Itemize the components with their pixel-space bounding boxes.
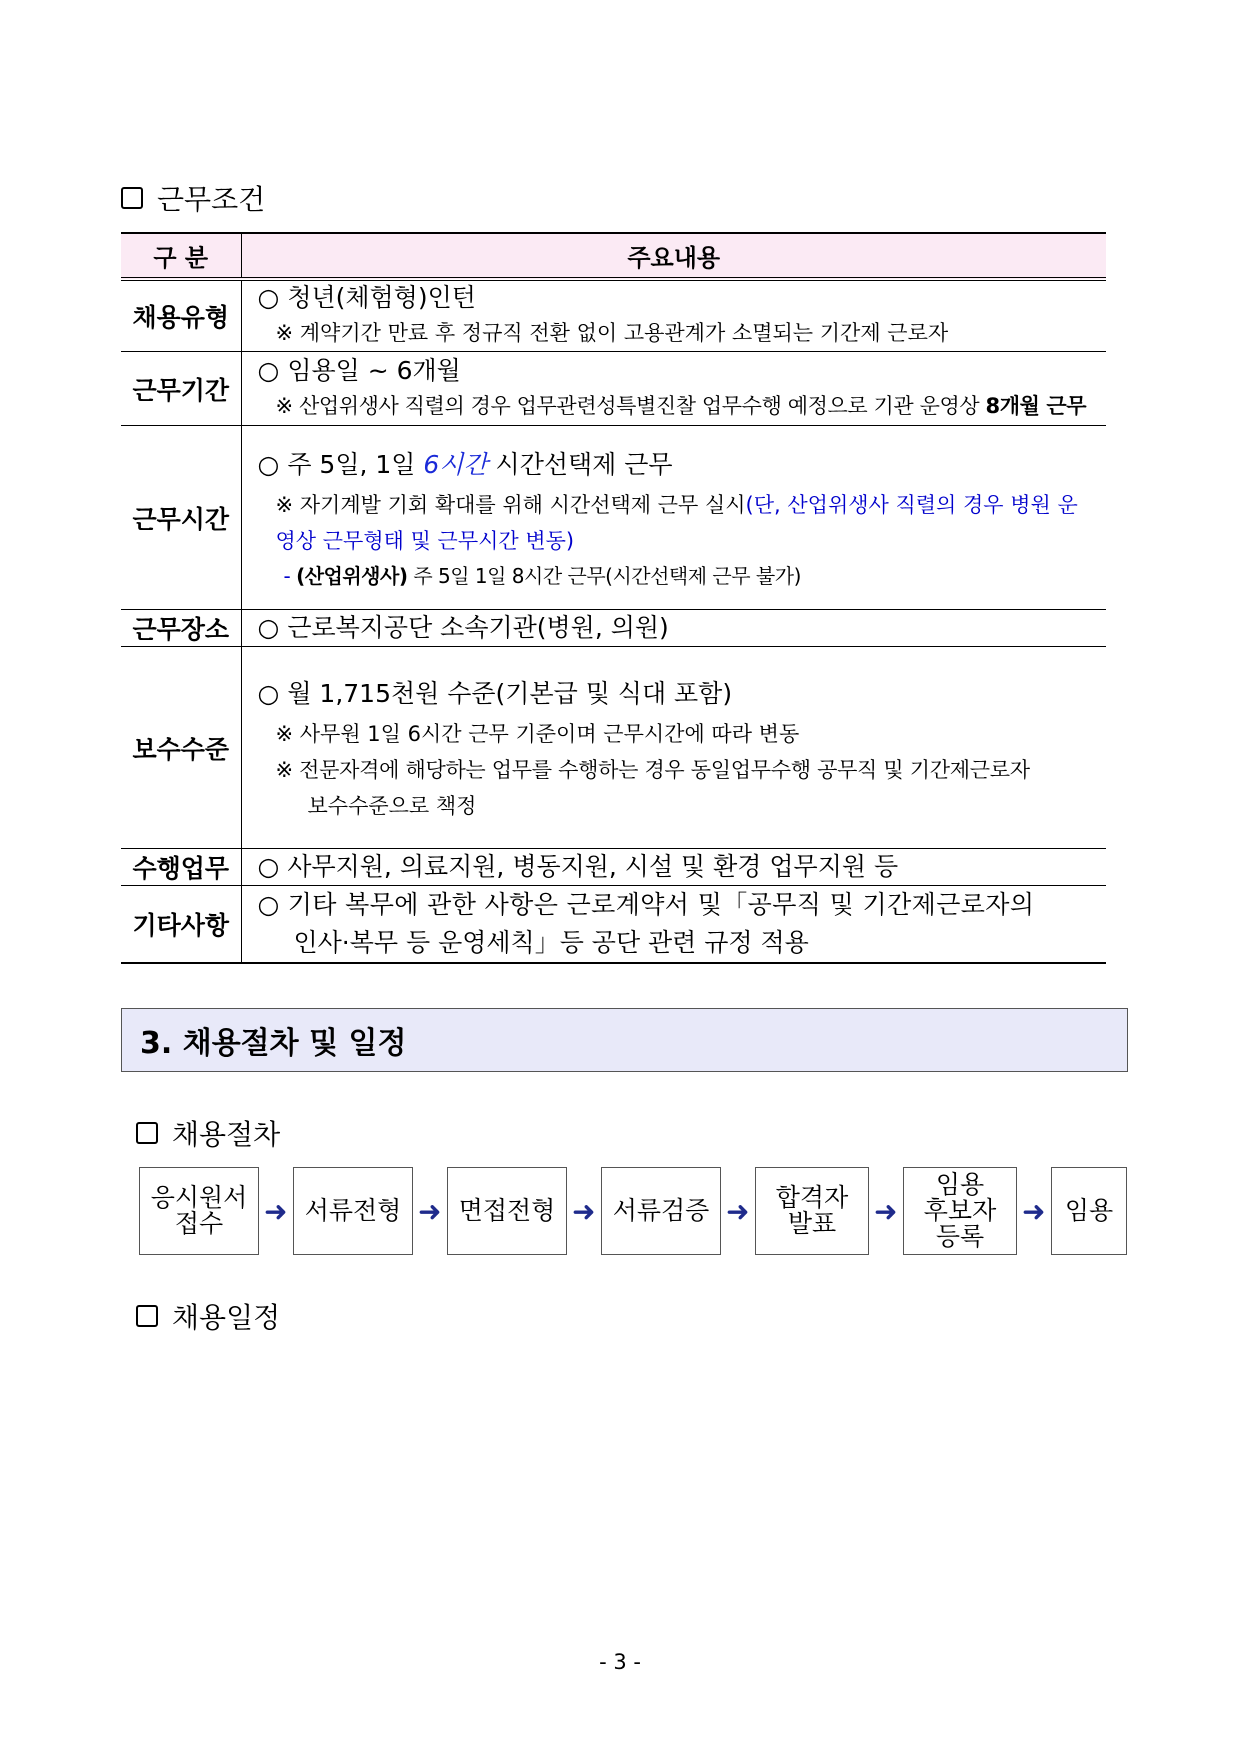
- row-note: ※ 사무원 1일 6시간 근무 기준이며 근무시간에 따라 변동: [275, 721, 800, 746]
- table-row-type: [121, 279, 1106, 352]
- arrow-right-icon: ➜: [726, 1195, 750, 1228]
- schedule-heading-text: 채용일정: [172, 1301, 281, 1334]
- bullet-circle-icon: ○: [257, 449, 280, 479]
- arrow-right-icon: ➜: [874, 1195, 898, 1228]
- row-note: ※ 산업위생사 직렬의 경우 업무관련성특별진찰 업무수행 예정으로 기관 운영상 8개월 근무: [275, 393, 1087, 418]
- schedule-heading: [136, 1296, 280, 1336]
- arrow-right-icon: ➜: [418, 1195, 442, 1228]
- flow-step-announcement: 합격자 발표: [755, 1167, 869, 1255]
- flow-step-interview: 면접전형: [447, 1167, 567, 1255]
- bullet-circle-icon: ○: [257, 355, 280, 385]
- table-row-period: [121, 352, 1106, 426]
- row-content: [241, 279, 1106, 352]
- table-row-pay: [121, 647, 1106, 849]
- flow-step-candidate-registration: 임용 후보자 등록: [903, 1167, 1017, 1255]
- flow-step-application: 응시원서 접수: [139, 1167, 259, 1255]
- flow-step-document-screening: 서류전형: [293, 1167, 413, 1255]
- checkbox-square-icon: [136, 1122, 158, 1144]
- bullet-circle-icon: ○: [257, 613, 280, 642]
- row-main: ○ 임용일 ~ 6개월: [257, 355, 461, 385]
- conditions-table: [121, 232, 1106, 964]
- row-note: ※ 전문자격에 해당하는 업무를 수행하는 경우 동일업무수행 공무직 및 기간제근로자: [275, 757, 1030, 782]
- row-note: ※ 자기계발 기회 확대를 위해 시간선택제 근무 실시(단, 산업위생사 직렬의 경우 병원 운영상 근무형태 및 근무시간 변동): [275, 492, 1078, 553]
- conditions-heading-text: 근무조건: [157, 183, 266, 216]
- bullet-circle-icon: ○: [257, 283, 280, 312]
- row-main-continued: 인사·복무 등 운영세칙」등 공단 관련 규정 적용: [293, 928, 809, 957]
- row-label: 채용유형: [121, 279, 241, 352]
- checkbox-square-icon: [121, 187, 143, 209]
- arrow-right-icon: ➜: [1022, 1195, 1046, 1228]
- row-main: ○ 근로복지공단 소속기관(병원, 의원): [257, 613, 669, 642]
- table-row-place: [121, 610, 1106, 647]
- row-label: 근무시간: [121, 426, 241, 610]
- row-label: 근무기간: [121, 352, 241, 426]
- procedure-heading: [136, 1113, 280, 1153]
- row-subnote: - (산업위생사) 주 5일 1일 8시간 근무(시간선택제 근무 불가): [283, 563, 801, 588]
- header-content: 주요내용: [241, 233, 1106, 279]
- row-main: ○ 사무지원, 의료지원, 병동지원, 시설 및 환경 업무지원 등: [257, 852, 899, 881]
- arrow-right-icon: ➜: [264, 1195, 288, 1228]
- row-note-continued: 보수수준으로 책정: [307, 793, 477, 818]
- table-row-hours: [121, 426, 1106, 610]
- table-row-duties: [121, 849, 1106, 886]
- table-row-other: [121, 886, 1106, 964]
- header-category: 구 분: [121, 233, 241, 279]
- row-content: [241, 647, 1106, 849]
- bullet-circle-icon: ○: [257, 852, 280, 881]
- row-content: [241, 352, 1106, 426]
- procedure-heading-text: 채용절차: [172, 1118, 281, 1151]
- arrow-right-icon: ➜: [572, 1195, 596, 1228]
- conditions-heading: [121, 178, 265, 218]
- row-content: [241, 886, 1106, 964]
- table-header-row: [121, 233, 1106, 279]
- row-main: ○ 기타 복무에 관한 사항은 근로계약서 및「공무직 및 기간제근로자의: [257, 890, 1035, 919]
- row-label: 보수수준: [121, 647, 241, 849]
- row-main: ○ 청년(체험형)인턴: [257, 283, 476, 312]
- row-content: [241, 426, 1106, 610]
- row-label: 기타사항: [121, 886, 241, 964]
- row-note: ※ 계약기간 만료 후 정규직 전환 없이 고용관계가 소멸되는 기간제 근로자: [275, 321, 949, 345]
- page-number: - 3 -: [599, 1650, 641, 1674]
- row-content: [241, 849, 1106, 886]
- row-main: ○ 주 5일, 1일 6시간 시간선택제 근무: [257, 449, 673, 479]
- checkbox-square-icon: [136, 1305, 158, 1327]
- section-title-bar: [121, 1008, 1128, 1072]
- row-main: ○ 월 1,715천원 수준(기본급 및 식대 포함): [257, 678, 733, 708]
- bullet-circle-icon: ○: [257, 890, 280, 919]
- section-title: 3. 채용절차 및 일정: [140, 1026, 407, 1061]
- flow-step-document-verification: 서류검증: [601, 1167, 721, 1255]
- row-content: [241, 610, 1106, 647]
- bullet-circle-icon: ○: [257, 678, 280, 708]
- row-label: 수행업무: [121, 849, 241, 886]
- flow-step-appointment: 임용: [1051, 1167, 1127, 1255]
- row-label: 근무장소: [121, 610, 241, 647]
